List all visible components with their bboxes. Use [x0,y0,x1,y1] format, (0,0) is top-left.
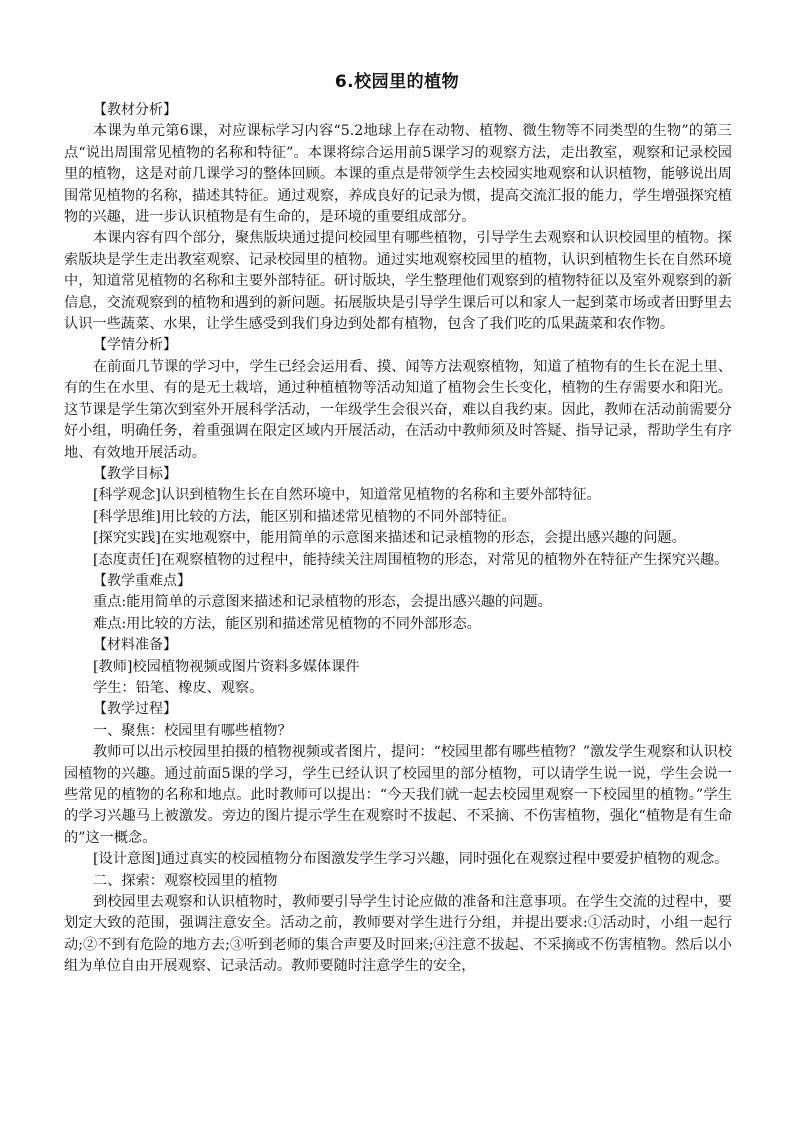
paragraph: 难点:用比较的方法，能区别和描述常见植物的不同外部形态。 [93,615,481,632]
paragraph: 到校园里去观察和认识植物时，教师要引导学生讨论应做的准备和注意事项。在学生交流的过程中，要划定大致的范围，强调注意安全。活动之前，教师要对学生进行分组，并提出要求:①活动时，小组一起行动;②不到有危险的地方去;③听到老师的集合声要及时回来;④注意不拔起、不采摘或不伤害植物。然后以小组为单位自由开展观察、记录活动。教师要随时注意学生的安全， [64,894,732,975]
section-heading: 【学情分析】 [93,337,177,354]
section-heading: 【教材分析】 [93,102,177,118]
section-heading: 【材料准备】 [93,637,177,654]
paragraph: 二、探索：观察校园里的植物 [93,872,278,889]
paragraph: 本课内容有四个部分，聚焦版块通过提问校园里有哪些植物，引导学生去观察和认识校园里的植物。探索版块是学生走出教室观察、记录校园里的植物。通过实地观察校园里的植物，认识到植物生长在自然环境中，知道常见植物的名称和主要外部特征。研讨版块，学生整理他们观察到的植物特征以及室外观察到的新信息，交流观察到的植物和遇到的新问题。拓展版块是引导学生课后可以和家人一起到菜市场或者田野里去认识一些蔬菜、水果，让学生感受到我们身边到处都有植物，包含了我们吃的瓜果蔬菜和农作物。 [64,230,732,333]
section-heading: 【教学重难点】 [93,572,191,589]
paragraph: 在前面几节课的学习中，学生已经会运用看、摸、闻等方法观察植物，知道了植物有的生长在泥土里、有的生在水里、有的是无土栽培，通过种植植物等活动知道了植物会生长变化，植物的生存需要水和阳光。这节课是学生第次到室外开展科学活动，一年级学生会很兴奋，难以自我约束。因此，教师在活动前需要分好小组，明确任务，着重强调在限定区域内开展活动，在活动中教师须及时答疑、指导记录，帮助学生有序地、有效地开展活动。 [64,358,732,461]
paragraph: 一、聚焦：校园里有哪些植物？ [93,722,292,739]
paragraph: 本课为单元第6课，对应课标学习内容“5.2地球上存在动物、植物、微生物等不同类型的生物”的第三点“说出周围常见植物的名称和特征”。本课将综合运用前5课学习的观察方法，走出教室，观察和记录校园里的植物，这是对前几课学习的整体回顾。本课的重点是带领学生去校园实地观察和认识植物，能够说出周围常见植物的名称，描述其特征。通过观察，养成良好的记录为惯，提高交流汇报的能力，学生增强探究植物的兴趣，进一步认识植物是有生命的，是环境的重要组成部分。 [64,123,732,226]
paragraph: [科学思维]用比较的方法，能区别和描述常见植物的不同外部特征。 [93,508,516,525]
paragraph: [教师]校园植物视频或图片资料多媒体课件 [93,658,360,675]
paragraph: [探究实践]在实地观察中，能用简单的示意图来描述和记录植物的形态，会提出感兴趣的问题。 [93,530,686,547]
document-body [64,100,732,978]
paragraph: 重点:能用简单的示意图来描述和记录植物的形态，会提出感兴趣的问题。 [93,594,552,611]
section-heading: 【教学目标】 [93,465,177,482]
paragraph: [态度责任]在观察植物的过程中，能持续关注周围植物的形态，对常见的植物外在特征产生探究兴趣。 [93,551,729,568]
paragraph: 教师可以出示校园里拍摄的植物视频或者图片，提问：“校园里都有哪些植物？”激发学生观察和认识校园植物的兴趣。通过前面5课的学习，学生已经认识了校园里的部分植物，可以请学生说一说，学生会说一些常见的植物的名称和地点。此时教师可以提出：“今天我们就一起去校园里观察一下校园里的植物。”学生的学习兴趣马上被激发。旁边的图片提示学生在观察时不拔起、不采摘、不伤害植物，强化“植物是有生命的”这一概念。 [64,744,732,846]
paragraph: [科学观念]认识到植物生长在自然环境中，知道常见植物的名称和主要外部特征。 [93,487,601,504]
section-heading: 【教学过程】 [93,701,177,718]
document-title: 6.校园里的植物 [334,72,460,92]
paragraph: [设计意图]通过真实的校园植物分布图激发学生学习兴趣，同时强化在观察过程中要爱护植物的观念。 [93,851,729,868]
paragraph: 学生：铅笔、橡皮、观察。 [93,679,264,696]
